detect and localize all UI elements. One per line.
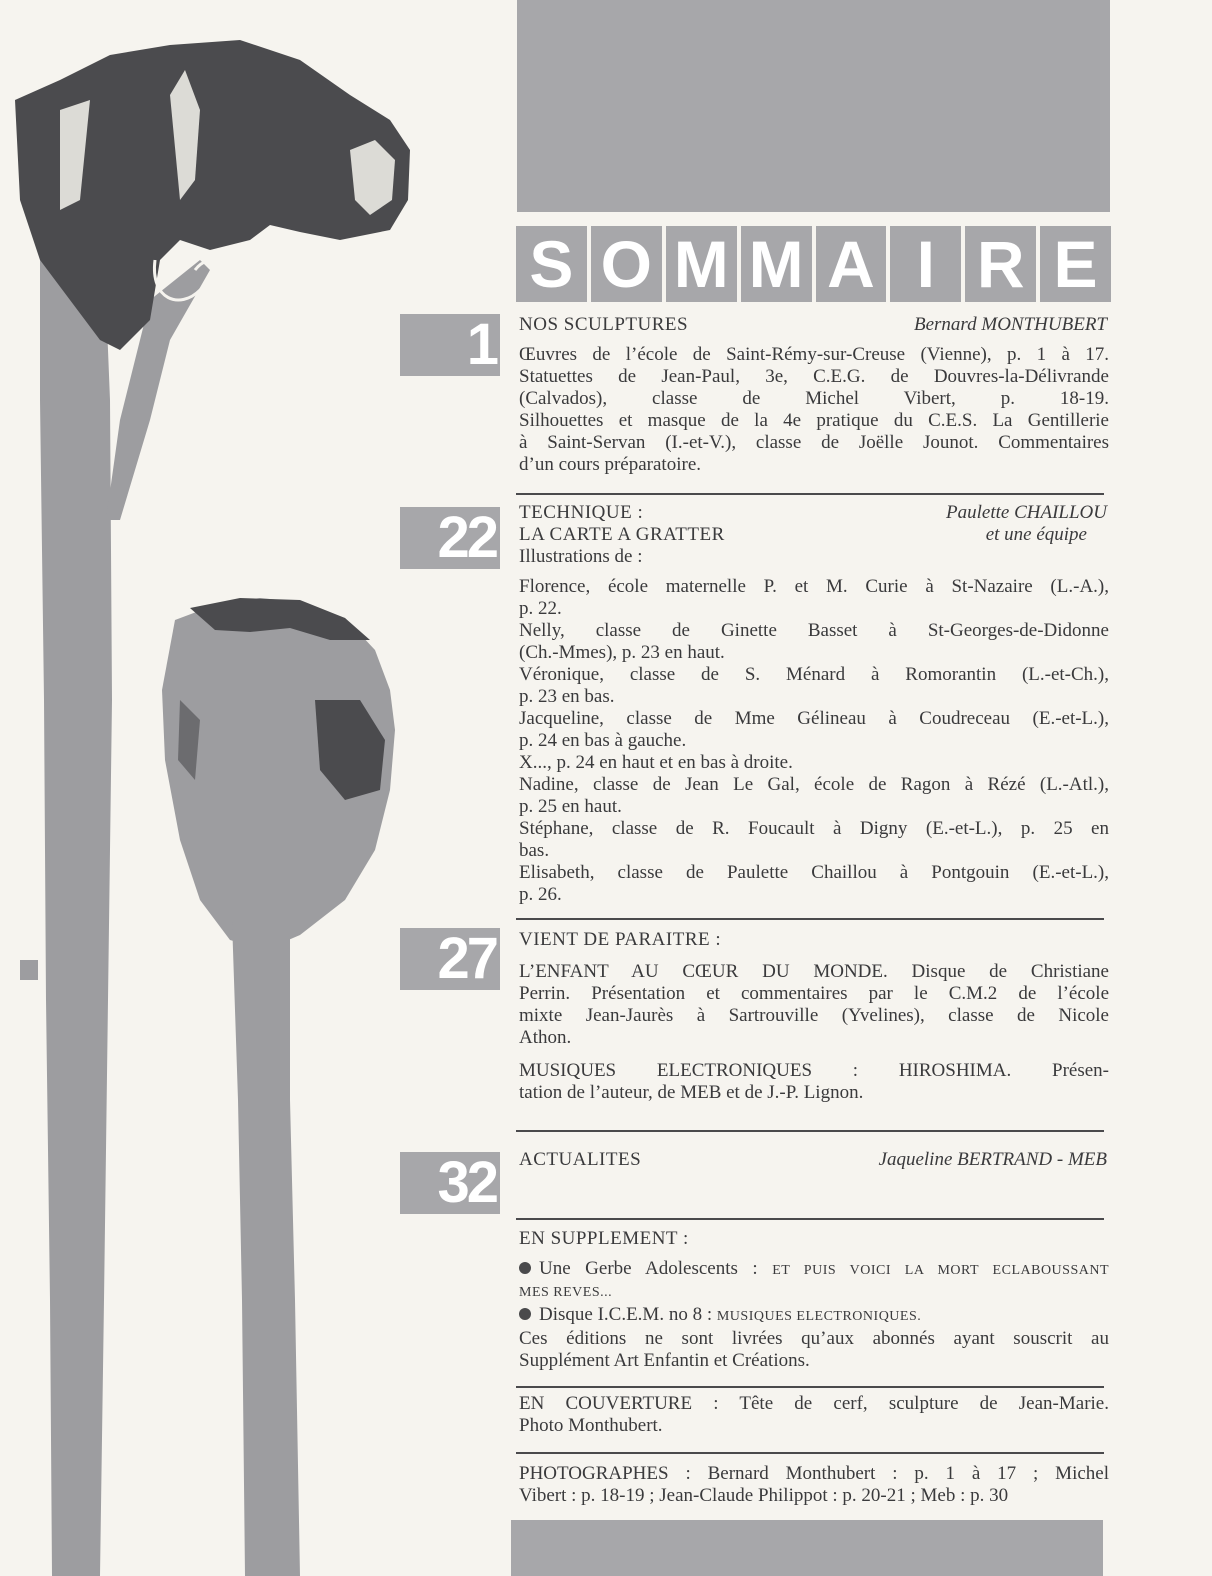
cover-line: Photo Monthubert. [519,1415,663,1436]
entry-line: tation de l’auteur, de MEB et de J.-P. Lignon. [519,1082,864,1103]
entry-line: Silhouettes et masque de la 4e pratique du C.E.S. La Gentillerie [519,410,1109,431]
title-letter: O [591,226,662,302]
supplement-label: Une Gerbe Adolescents : [539,1258,758,1279]
bullet-icon [519,1308,531,1320]
entry-line: p. 26. [519,884,562,905]
supplement-item [519,1304,1109,1328]
supplement-item [519,1258,1109,1282]
entry-line: p. 23 en bas. [519,686,615,707]
title-letter: I [890,226,961,302]
section-subheading: LA CARTE A GRATTER [519,524,725,545]
entry-line: bas. [519,840,550,861]
divider [516,1130,1104,1132]
section-cover [519,1393,1109,1437]
entry-line: Véronique, classe de S. Ménard à Romorantin (L.-et-Ch.), [519,664,1109,685]
section-intro: Illustrations de : [519,546,643,567]
page-number-badge: 32 [400,1152,500,1214]
cover-line: EN COUVERTURE : Tête de cerf, sculpture de Jean-Marie. [519,1393,1109,1414]
supplement-title: MUSIQUES ELECTRONIQUES. [716,1309,922,1324]
entry-line: Athon. [519,1027,572,1048]
title-letter: S [516,226,587,302]
entry-line: Jacqueline, classe de Mme Gélineau à Coudreceau (E.-et-L.), [519,708,1109,729]
page-number-badge: 22 [400,507,500,569]
entry-line: p. 22. [519,598,562,619]
title-letter: E [1040,226,1111,302]
entry-line: X..., p. 24 en haut et en bas à droite. [519,752,793,773]
section-vient-de-paraitre [519,929,1109,1104]
section-author: Paulette CHAILLOU [946,502,1107,523]
entry-line: (Calvados), classe de Michel Vibert, p. 18-19. [519,388,1109,409]
section-heading: NOS SCULPTURES [519,314,689,335]
title-letter: R [965,226,1036,302]
entry-line: L’ENFANT AU CŒUR DU MONDE. Disque de Christiane [519,961,1109,982]
entry-line: Œuvres de l’école de Saint-Rémy-sur-Creuse (Vienne), p. 1 à 17. [519,344,1109,365]
section-author: Jaqueline BERTRAND - MEB [878,1149,1107,1170]
supplement-title-cont: MES REVES... [519,1285,613,1300]
supplement-note: Supplément Art Enfantin et Créations. [519,1350,810,1371]
top-decorative-block [517,0,1110,212]
page-number-badge: 1 [400,314,500,376]
title-letter: M [666,226,737,302]
section-technique [519,502,1109,906]
supplement-title: ET PUIS VOICI LA MORT ECLABOUSSANT [772,1263,1110,1278]
entry-line: Nadine, classe de Jean Le Gal, école de Ragon à Rézé (L.-Atl.), [519,774,1109,795]
divider [516,1386,1104,1388]
sculpture-stem-left [40,150,112,1576]
entry-line: Florence, école maternelle P. et M. Curie à St-Nazaire (L.-A.), [519,576,1109,597]
section-photographers [519,1463,1109,1507]
entry-line: p. 24 en bas à gauche. [519,730,687,751]
entry-line: Statuettes de Jean-Paul, 3e, C.E.G. de Douvres-la-Délivrande [519,366,1109,387]
section-author-team: et une équipe [985,524,1087,545]
supplement-note: Ces éditions ne sont livrées qu’aux abonnés ayant souscrit au [519,1328,1109,1349]
section-heading: ACTUALITES [519,1149,642,1170]
photographers-line: PHOTOGRAPHES : Bernard Monthubert : p. 1 à 17 ; Michel [519,1463,1109,1484]
title-letter: M [741,226,812,302]
divider [516,1452,1104,1454]
photographers-line: Vibert : p. 18-19 ; Jean-Claude Philippot : p. 20-21 ; Meb : p. 30 [519,1485,1009,1506]
section-heading: TECHNIQUE : [519,502,644,523]
sculpture-stem-right [232,920,300,1576]
divider [516,918,1104,920]
entry-line: p. 25 en haut. [519,796,622,817]
sculpture-photo [0,0,510,1576]
page-number-badge: 27 [400,928,500,990]
entry-line: (Ch.-Mmes), p. 23 en haut. [519,642,725,663]
supplement-label: Disque I.C.E.M. no 8 : [539,1304,713,1325]
divider [516,493,1104,495]
divider [516,1218,1104,1220]
bullet-icon [519,1262,531,1274]
section-actualites [519,1149,1109,1171]
entry-line: Nelly, classe de Ginette Basset à St-Georges-de-Didonne [519,620,1109,641]
title-letter: A [816,226,887,302]
entry-line: MUSIQUES ELECTRONIQUES : HIROSHIMA. Présen- [519,1060,1109,1081]
entry-line: Stéphane, classe de R. Foucault à Digny (E.-et-L.), p. 25 en [519,818,1109,839]
section-heading: EN SUPPLEMENT : [519,1228,689,1249]
entry-line: Perrin. Présentation et commentaires par le C.M.2 de l’école [519,983,1109,1004]
entry-line: Elisabeth, classe de Paulette Chaillou à Pontgouin (E.-et-L.), [519,862,1109,883]
section-heading: VIENT DE PARAITRE : [519,929,722,950]
section-author: Bernard MONTHUBERT [914,314,1107,335]
section-supplement [519,1228,1109,1372]
section-sculptures [519,314,1109,476]
page-title [516,226,1111,302]
entry-line: à Saint-Servan (I.-et-V.), classe de Joëlle Jounot. Commentaires [519,432,1109,453]
entry-line: mixte Jean-Jaurès à Sartrouville (Yvelines), classe de Nicole [519,1005,1109,1026]
bottom-decorative-block [511,1520,1103,1576]
entry-line: d’un cours préparatoire. [519,454,702,475]
